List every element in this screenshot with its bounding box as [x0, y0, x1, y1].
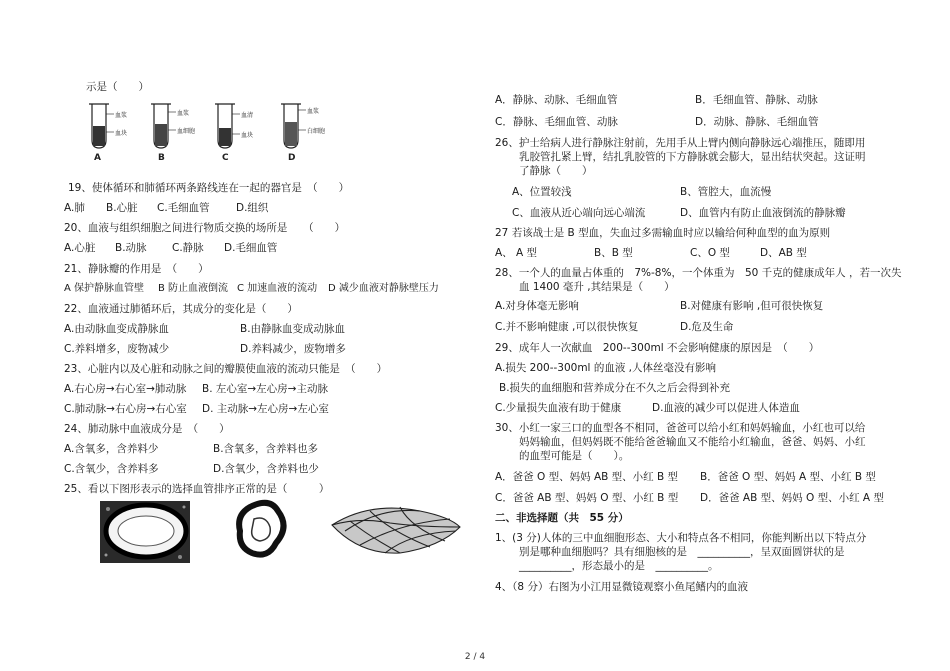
- q26-line-3: 了静脉（ ）: [519, 165, 593, 177]
- q20-text: 20、血液与组织细胞之间进行物质交换的场所是 （ ）: [64, 222, 346, 234]
- q26-opt-b: B、管腔大，血流慢: [680, 186, 772, 198]
- q27-opt-a: A、 A 型: [495, 247, 538, 259]
- q30-line-3: 的血型可能是（ ）。: [519, 450, 630, 462]
- q20-opt-c: C.静脉: [172, 242, 204, 254]
- tube-b-letter: B: [158, 153, 165, 162]
- q29-text: 29、成年人一次献血 200--300ml 不会影响健康的原因是 （ ）: [495, 342, 820, 354]
- tube-b-label-1: 血浆: [177, 110, 190, 117]
- tube-a: [89, 104, 127, 162]
- tube-d: [281, 104, 325, 162]
- q26-line-1: 26、护士给病人进行静脉注射前，先用手从上臂内侧向静脉远心端推压，随即用: [495, 137, 866, 149]
- q30-opt-a: A．爸爸 O 型、妈妈 AB 型、小红 B 型: [495, 471, 679, 483]
- q28-opt-d: D.危及生命: [680, 321, 734, 333]
- tube-b: [151, 104, 195, 162]
- q21-text: 21、静脉瓣的作用是 （ ）: [64, 263, 209, 275]
- blood-vessel-figure: [100, 497, 480, 563]
- q26-line-2: 乳胶管扎紧上臂，结扎乳胶管的下方静脉就会膨大，显出结状突起。这证明: [519, 151, 866, 163]
- q27-text: 27 若该战士是 B 型血，失血过多需输血时应以输给何种血型的血为原则: [495, 227, 831, 239]
- q25-opt-d: D．动脉、静脉、毛细血管: [695, 116, 819, 128]
- q19-text: 19、使体循环和肺循环两条路线连在一起的器官是 （ ）: [68, 182, 350, 194]
- q30-line-2: 妈妈输血，但妈妈既不能给爸爸输血又不能给小红输血，爸爸、妈妈、小红: [519, 436, 866, 448]
- q22-opt-a: A.由动脉血变成静脉血: [64, 323, 169, 335]
- q21-opt-c: C 加速血液的流动: [237, 283, 318, 294]
- q27-opt-d: D、AB 型: [760, 247, 807, 259]
- q29-opt-b: B.损失的血细胞和营养成分在不久之后会得到补充: [499, 382, 731, 394]
- q23-opt-b: B. 左心室→左心房→主动脉: [202, 383, 328, 395]
- q30-opt-c: C．爸爸 AB 型、妈妈 O 型、小红 B 型: [495, 492, 679, 504]
- q22-opt-d: D.养料减少，废物增多: [240, 343, 346, 355]
- q23-opt-c: C.肺动脉→右心房→右心室: [64, 403, 187, 415]
- q26-opt-a: A、位置较浅: [512, 186, 572, 198]
- q21-opt-d: D 减少血液对静脉壁压力: [328, 283, 439, 294]
- q23-text: 23、心脏内以及心脏和动脉之间的瓣膜使血液的流动只能是 （ ）: [64, 363, 388, 375]
- q29-opt-c: C.少量损失血液有助于健康: [495, 402, 622, 414]
- tube-c-label-1: 血清: [241, 112, 254, 119]
- q25-opt-a: A．静脉、动脉、毛细血管: [495, 94, 618, 106]
- tube-d-label-1: 血浆: [307, 108, 320, 115]
- q28-opt-c: C.并不影响健康 ,可以很快恢复: [495, 321, 639, 333]
- vessel-2: [239, 503, 283, 555]
- q24-opt-d: D.含氧少，含养料也少: [213, 463, 319, 475]
- q1-line-2: 别是哪种血细胞吗？具有细胞核的是 __________，呈双面圆饼状的是: [519, 546, 845, 558]
- q4-text: 4、（8 分）右图为小江用显微镜观察小鱼尾鳍内的血液: [495, 581, 748, 593]
- vessel-3: [332, 507, 460, 553]
- tube-c-label-2: 血块: [241, 132, 254, 139]
- vessel-1: [100, 501, 190, 563]
- q19-opt-d: D.组织: [236, 202, 269, 214]
- q24-opt-b: B.含氧多，含养料也多: [213, 443, 319, 455]
- tube-d-letter: D: [288, 153, 296, 162]
- q27-opt-b: B、B 型: [594, 247, 633, 259]
- q24-opt-c: C.含氧少，含养料多: [64, 463, 159, 475]
- q30-opt-d: D．爸爸 AB 型、妈妈 O 型、小红 A 型: [700, 492, 884, 504]
- q28-line-1: 28、一个人的血量占体重的 7%-8%，一个体重为 50 千克的健康成年人 ，若一次失: [495, 267, 902, 279]
- q21-opt-a: A 保护静脉血管壁: [64, 283, 145, 294]
- q28-opt-a: A.对身体毫无影响: [495, 300, 579, 312]
- q1-line-3: __________，形态最小的是 __________。: [519, 560, 719, 572]
- q24-text: 24、肺动脉中血液成分是 （ ）: [64, 423, 230, 435]
- test-tube-figure: [88, 100, 348, 162]
- q20-opt-b: B.动脉: [115, 242, 147, 254]
- q27-opt-c: C、O 型: [690, 247, 730, 259]
- page-number: 2 / 4: [464, 652, 486, 662]
- section-2-title: 二、非选择题（共 55 分）: [495, 512, 629, 524]
- tube-d-label-2: 白细胞: [307, 128, 326, 135]
- tube-a-letter: A: [94, 153, 101, 162]
- tube-a-label-2: 血块: [115, 130, 128, 137]
- q20-opt-d: D.毛细血管: [224, 242, 278, 254]
- q26-opt-d: D、血管内有防止血液倒流的静脉瓣: [680, 207, 846, 219]
- q1-line-1: 1、(3 分)人体的三中血细胞形态、大小和特点各不相同，你能判断出以下特点分: [495, 532, 867, 544]
- tube-c: [215, 104, 253, 162]
- q29-opt-d: D.血液的减少可以促进人体造血: [652, 402, 800, 414]
- tube-b-label-2: 血细胞: [177, 128, 196, 135]
- q22-opt-b: B.由静脉血变成动脉血: [240, 323, 346, 335]
- q24-opt-a: A.含氧多，含养料少: [64, 443, 159, 455]
- q25-opt-b: B．毛细血管、静脉、动脉: [695, 94, 818, 106]
- q21-opt-b: B 防止血液倒流: [158, 283, 229, 294]
- tube-a-label-1: 血浆: [115, 112, 128, 119]
- q29-opt-a: A.损失 200--300ml 的血液 ,人体丝毫没有影响: [495, 362, 716, 374]
- tube-c-letter: C: [222, 153, 229, 162]
- q22-text: 22、血液通过肺循环后，其成分的变化是（ ）: [64, 303, 298, 315]
- q25-opt-c: C．静脉、毛细血管、动脉: [495, 116, 618, 128]
- q28-opt-b: B.对健康有影响 ,但可很快恢复: [680, 300, 824, 312]
- q19-opt-b: B.心脏: [106, 202, 138, 214]
- q30-opt-b: B．爸爸 O 型、妈妈 A 型、小红 B 型: [700, 471, 876, 483]
- q22-opt-c: C.养料增多，废物减少: [64, 343, 170, 355]
- q19-opt-c: C.毛细血管: [157, 202, 210, 214]
- q23-opt-d: D. 主动脉→左心房→左心室: [202, 403, 329, 415]
- q20-opt-a: A.心脏: [64, 242, 96, 254]
- q18-tail: 示是（ ）: [86, 81, 149, 93]
- q23-opt-a: A.右心房→右心室→肺动脉: [64, 383, 187, 395]
- q30-line-1: 30、小红一家三口的血型各不相同，爸爸可以给小红和妈妈输血，小红也可以给: [495, 422, 866, 434]
- q25-text: 25、看以下图形表示的选择血管排序正常的是（ ）: [64, 483, 330, 495]
- q26-opt-c: C、血液从近心端向远心端流: [512, 207, 646, 219]
- q19-opt-a: A.肺: [64, 202, 85, 214]
- q28-line-2: 血 1400 毫升 ,其结果是（ ）: [519, 281, 675, 293]
